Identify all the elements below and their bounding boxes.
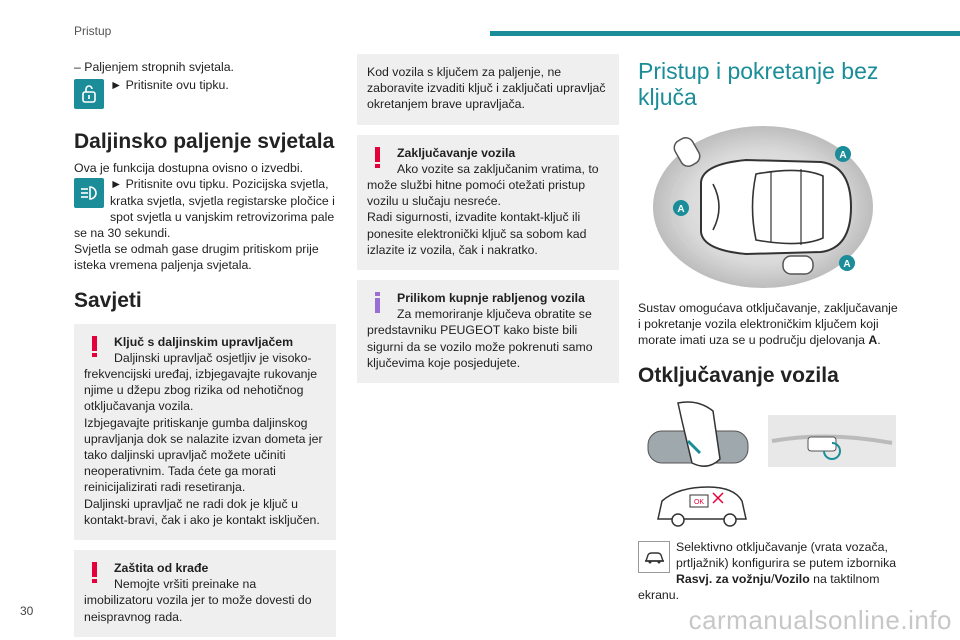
selective-unlock-desc: Selektivno otključavanje (vrata vozača, prtljažnik) konfigurira se putem izbornika (676, 539, 897, 570)
selective-unlock-text (638, 539, 900, 604)
keyless-description-end: . (877, 333, 881, 348)
menu-path-lights: Rasvj. za vožnju (676, 572, 771, 587)
header-accent-bar (490, 31, 960, 36)
remote-lights-heading: Daljinsko paljenje svjetala (74, 130, 335, 154)
keyless-zone-illustration (651, 124, 875, 290)
header-section-title: Pristup (74, 24, 112, 38)
unlock-heading: Otključavanje vozila (638, 363, 839, 387)
ok-badge: OK (693, 498, 705, 506)
warning-box-theft (74, 550, 336, 637)
warning-title: Zaštita od krađe (114, 561, 209, 576)
selective-unlock-end: na taktilnom ekranu. (638, 572, 880, 603)
warning-icon (375, 147, 380, 168)
page-number: 30 (20, 604, 34, 618)
tips-heading: Savjeti (74, 288, 142, 312)
warning-title: Zaključavanje vozila (397, 145, 516, 160)
warning-icon (92, 562, 97, 583)
zone-label-a: A (839, 150, 847, 161)
headlamp-icon (74, 178, 104, 208)
unlock-illustration (638, 401, 900, 531)
intro-step: ► Pritisnite ovu tipku. (110, 78, 229, 93)
warning-body: Daljinski upravljač osjetljiv je visoko-frekvencijski uređaj, izbjegavajte rukovanje njime u džepu zbog rizika od nehotičnog otključavanja vozila. (84, 350, 318, 414)
warning-box-remote-key (74, 324, 336, 540)
warning-body: Daljinski upravljač ne radi dok je ključ u kontakt-bravi, čak i ako je kontakt isključen. (84, 496, 320, 527)
warning-body: Ako vozite sa zaključanim vratima, to može službi hitne pomoći otežati pristup vozilu u slučaju nesreće. (367, 161, 599, 209)
column-left (74, 52, 336, 637)
warning-box-locking (357, 135, 619, 270)
warning-body: Radi sigurnosti, izvadite kontakt-ključ ili ponesite elektronički ključ sa sobom kad izlazite iz vozila, čak i nakratko. (367, 210, 587, 257)
warning-title: Ključ s daljinskim upravljačem (114, 334, 294, 349)
zone-label-ref: A (868, 333, 878, 348)
column-middle (357, 52, 619, 383)
info-box-used-vehicle (357, 280, 619, 383)
menu-path-vehicle: Vozilo (774, 572, 810, 587)
zone-label-a: A (843, 259, 851, 270)
keyless-heading: Pristup i pokretanje bez ključa (638, 58, 879, 110)
info-title: Prilikom kupnje rabljenog vozila (397, 291, 585, 306)
car-settings-icon (638, 541, 670, 573)
remote-step: ► Pritisnite ovu tipku. Pozicijska svjetla, kratka svjetla, svjetla registarske pločice i spot svjetla u vanjskim retrovizorima pale se na 30 sekundi. (74, 177, 335, 241)
info-icon (375, 292, 380, 313)
remote-availability: Ova je funkcija dostupna ovisno o izvedbi. (74, 161, 303, 176)
warning-body: Nemojte vršiti preinake na imobilizatoru vozila jer to može dovesti do neispravnog rada. (84, 577, 312, 624)
warning-body: Izbjegavajte pritiskanje gumba daljinskog upravljanja dok se nalazite izvan dometa jer tako daljinski upravljač možete učiniti neoperativnim. Tada ćete ga morati reinicijalizirati radi resetiranja. (84, 415, 323, 495)
note-text: Kod vozila s ključem za paljenje, ne zaboravite izvaditi ključ i zaključati upravljač okretanjem brave upravljača. (367, 65, 606, 112)
keyless-description (638, 300, 900, 349)
keyless-description-text: Sustav omogućava otključavanje, zaključavanje i pokretanje vozila elektroničkim ključem koji morate imati uza se u području djelovanja (638, 301, 898, 348)
watermark: carmanualsonline.info (688, 605, 952, 635)
remote-off-note: Svjetla se odmah gase drugim pritiskom prije isteka vremena paljenja svjetala. (74, 242, 319, 273)
note-box-ignition-key (357, 54, 619, 125)
info-body: Za memoriranje ključeva obratite se predstavniku PEUGEOT kako biste bili sigurni da se vozilo može pokrenuti samo ključevima koje posjedujete. (367, 307, 593, 370)
zone-label-a: A (677, 204, 685, 215)
warning-icon (92, 336, 97, 357)
column-right (638, 52, 900, 603)
intro-line: – Paljenjem stropnih svjetala. (74, 60, 234, 74)
menu-separator: / (771, 572, 775, 587)
unlock-icon (74, 79, 104, 109)
